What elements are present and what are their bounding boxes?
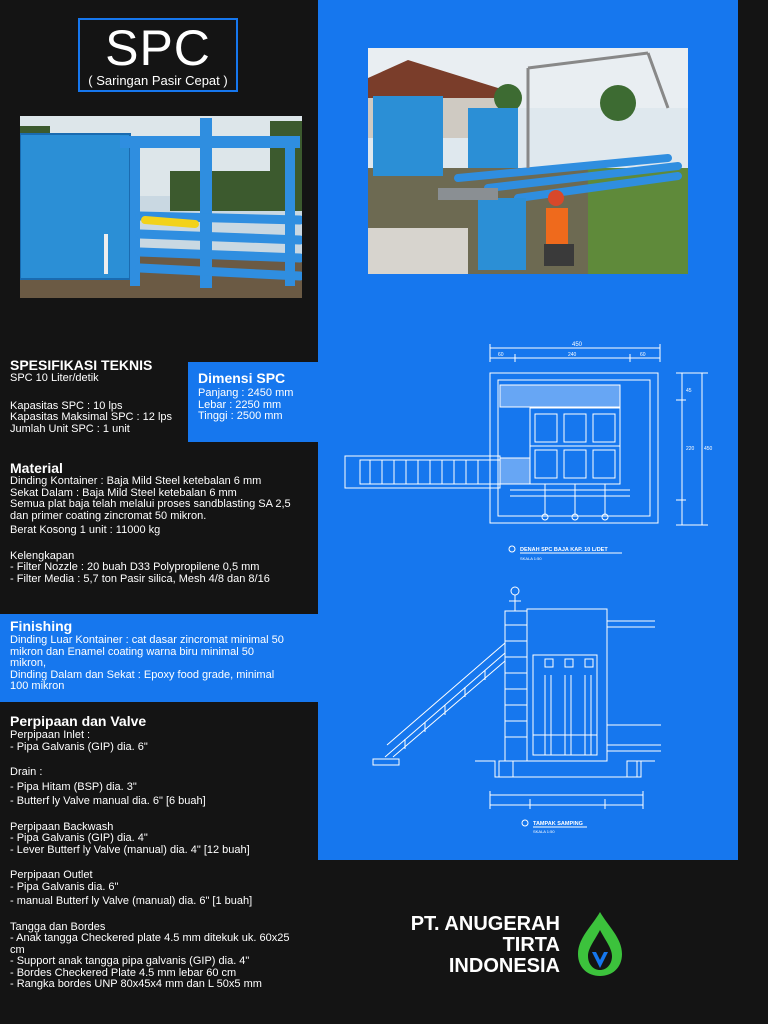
piping-line: - Pipa Galvanis dia. 6" (10, 880, 119, 893)
piping-line: - Pipa Galvanis (GIP) dia. 6" (10, 740, 148, 753)
piping-line: cm (10, 943, 25, 956)
plan-drawing (340, 340, 720, 570)
material-line: Kelengkapan (10, 549, 75, 562)
dim-right-text: 450 (704, 446, 713, 452)
dim-top-text: 450 (572, 342, 583, 348)
material-line (10, 537, 315, 548)
spec-heading: SPESIFIKASI TEKNIS (10, 357, 153, 373)
plan-label: DENAH SPC BAJA KAP. 10 L/DET (520, 547, 608, 553)
spec-line: SPC 10 Liter/detik (10, 372, 99, 384)
piping-line (10, 856, 315, 870)
material-line: Dinding Kontainer : Baja Mild Steel ketebalan 6 mm (10, 475, 262, 487)
company-logo-icon (574, 910, 626, 978)
piping-line: - Support anak tangga pipa galvanis (GIP) dia. 4" (10, 955, 250, 967)
dimension-line: Lebar : 2250 mm (198, 398, 282, 411)
piping-line: Perpipaan Inlet : (10, 729, 91, 741)
finishing-line: Dinding Luar Kontainer : cat dasar zincromat minimal 50 (10, 634, 284, 646)
side-drawing (365, 585, 685, 835)
finishing-heading: Finishing (10, 618, 73, 634)
piping-line: - manual Butterf ly Valve (manual) dia. 6" [1 buah] (10, 895, 253, 907)
piping-heading: Perpipaan dan Valve (10, 713, 147, 729)
finishing-line: mikron dan Enamel coating warna biru minimal 50 (10, 645, 254, 658)
finishing-line: mikron, (10, 657, 47, 669)
piping-line: - Bordes Checkered Plate 4.5 mm lebar 60 cm (10, 966, 237, 979)
material-line: Berat Kosong 1 unit : 11000 kg (10, 524, 161, 536)
dimension-box (188, 362, 320, 442)
dim-60a-text: 60 (498, 352, 504, 358)
piping-line: Perpipaan Outlet (10, 869, 93, 881)
company-line-2: TIRTA (502, 934, 560, 956)
piping-line (10, 908, 315, 922)
title-box (78, 18, 238, 92)
piping-line: - Pipa Hitam (BSP) dia. 3" (10, 780, 137, 793)
piping-line: - Pipa Galvanis (GIP) dia. 4" (10, 832, 148, 844)
finishing-line: 100 mikron (10, 680, 65, 692)
finishing-section (0, 614, 318, 702)
piping-line: Tangga dan Bordes (10, 920, 106, 933)
spec-line: Jumlah Unit SPC : 1 unit (10, 422, 130, 435)
piping-line (10, 753, 315, 767)
plan-scale: SKALA 1:50 (520, 556, 542, 561)
dimension-line: Panjang : 2450 mm (198, 387, 294, 399)
material-section (10, 460, 315, 585)
spec-line: Kapasitas SPC : 10 lps (10, 399, 123, 412)
piping-line: - Rangka bordes UNP 80x45x4 mm dan L 50x5 mm (10, 978, 262, 990)
piping-section (10, 713, 315, 991)
material-line: - Filter Media : 5,7 ton Pasir silica, Mesh 4/8 dan 8/16 (10, 572, 270, 585)
finishing-line: Dinding Dalam dan Sekat : Epoxy food grade, minimal (10, 668, 275, 681)
material-heading: Material (10, 460, 63, 476)
dimension-line: Tinggi : 2500 mm (198, 410, 283, 422)
piping-line: - Butterf ly Valve manual dia. 6" [6 buah] (10, 795, 206, 807)
side-scale: SKALA 1:50 (533, 829, 555, 834)
material-line: dan primer coating zincromat 50 mikron. (10, 509, 207, 522)
company-name (390, 914, 560, 977)
dimension-heading: Dimensi SPC (198, 370, 286, 386)
piping-line: Drain : (10, 766, 43, 778)
piping-line (10, 808, 315, 822)
company-line-3: INDONESIA (448, 955, 560, 977)
piping-line: - Lever Butterf ly Valve (manual) dia. 4" [12 buah] (10, 843, 250, 856)
photo-site-installation (368, 48, 688, 274)
page-subtitle: ( Saringan Pasir Cepat ) (88, 73, 228, 88)
dim-60b-text: 60 (640, 352, 646, 358)
piping-line: - Anak tangga Checkered plate 4.5 mm ditekuk uk. 60x25 (10, 932, 290, 944)
dim-220-text: 220 (686, 446, 695, 452)
spec-line (10, 385, 190, 396)
dim-240-text: 240 (568, 352, 577, 358)
material-line: Sekat Dalam : Baja Mild Steel ketebalan 6 mm (10, 486, 237, 499)
material-line: Semua plat baja telah melalui proses sandblasting SA 2,5 (10, 498, 291, 510)
material-line: - Filter Nozzle : 20 buah D33 Polypropilene 0,5 mm (10, 561, 260, 573)
page-title: SPC (105, 20, 211, 76)
company-line-1: PT. ANUGERAH (410, 913, 560, 935)
piping-line: Perpipaan Backwash (10, 820, 114, 833)
spec-section (10, 357, 190, 435)
dim-45-text: 45 (686, 388, 692, 394)
photo-spc-unit (20, 116, 302, 298)
side-label: TAMPAK SAMPING (533, 821, 583, 827)
spec-line: Kapasitas Maksimal SPC : 12 lps (10, 411, 173, 423)
